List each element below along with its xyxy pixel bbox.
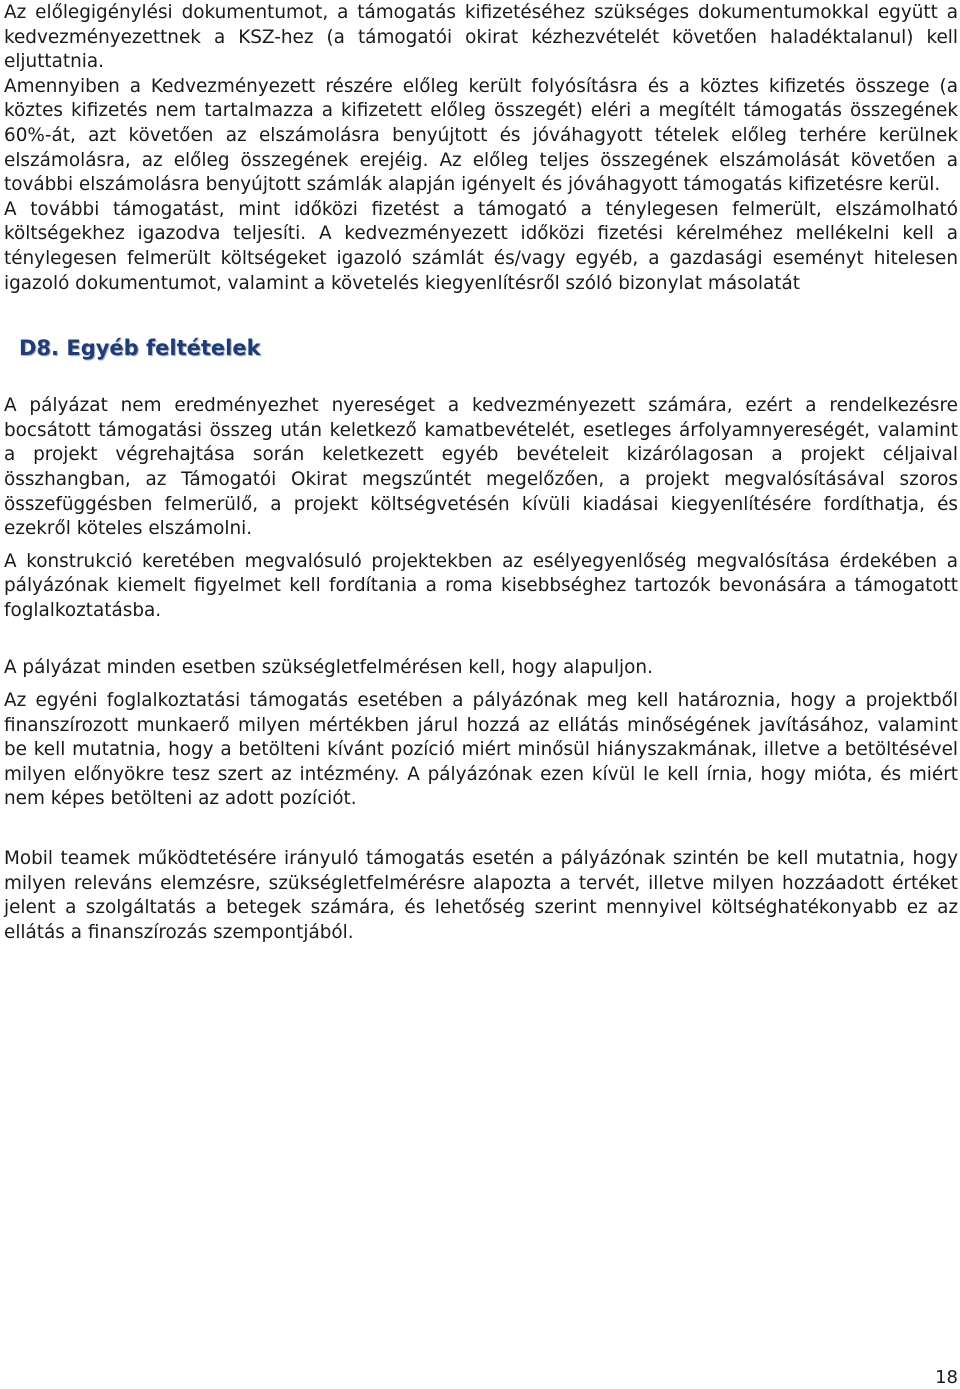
paragraph-needs-assessment: A pályázat minden esetben szükségletfelmérésen kell, hogy alapuljon.: [4, 657, 653, 679]
paragraph-advance-request: Az előlegigénylési dokumentumot, a támogatás kifizetéséhez szükséges dokumentumokkal együtt a kedvezményezettnek a KSZ-hez (a támogatói okirat kézhezvételét követően haladéktalanul) kell eljuttatnia.: [4, 2, 958, 73]
section-heading: [19, 335, 958, 361]
page-number: 18: [935, 1367, 958, 1388]
paragraph-mobile-teams: Mobil teamek működtetésére irányuló támogatás esetén a pályázónak szintén be kell mutatnia, hogy milyen releváns elemzésre, szükségletfelmérésre alapozta a tervét, illetve milyen hozzáadott értéket jelent a szolgáltatás a betegek számára, és lehetőség szerint mennyivel költséghatékonyabb ez az ellátás a finanszírozás szempontjából.: [4, 848, 958, 943]
paragraph-no-profit: A pályázat nem eredményezhet nyereséget a kedvezményezett számára, ezért a rendelkezésre bocsátott támogatási összeg után keletkező kamatbevételét, esetleges árfolyamnyereségét, valamint a projekt végrehajtása során keletkezett egyéb bevételeit kizárólagosan a projekt céljaival összhangban, az Támogatói Okirat megszűntét megelőzően, a projekt megvalósításával szoros összefüggésben felmerülő, a projekt költségvetésén kívüli kiadásai kiegyenlítésére fordíthatja, és ezekről köteles elszámolni.: [4, 395, 958, 540]
paragraph-equal-opportunity: A konstrukció keretében megvalósuló projektekben az esélyegyenlőség megvalósítása érdekében a pályázónak kiemelt figyelmet kell fordítania a roma kisebbséghez tartozók bevonására a támogatott foglalkoztatásba.: [4, 550, 958, 621]
section-number: D8.: [19, 336, 60, 361]
section-title: Egyéb feltételek: [66, 336, 261, 361]
paragraph-advance-settlement: Amennyiben a Kedvezményezett részére előleg került folyósításra és a köztes kifizetés összege (a köztes kifizetés nem tartalmazza a kifizetett előleg összegét) eléri a megítélt támogatás összegének 60%-át, azt követően az elszámolásra benyújtott és jóváhagyott tételek előleg terhére kerülnek elszámolásra, az előleg összegének erejéig. Az előleg teljes összegének elszámolását követően a további elszámolásra benyújtott számlák alapján igényelt és jóváhagyott támogatás kifizetésre kerül.: [4, 75, 958, 196]
paragraph-interim-payment: A további támogatást, mint időközi fizetést a támogató a ténylegesen felmerült, elszámolható költségekhez igazodva teljesíti. A kedvezményezett időközi fizetési kérelméhez mellékelni kell a ténylegesen felmerült költségeket igazoló számlát és/vagy egyéb, a gazdasági eseményt hitelesen igazoló dokumentumot, valamint a követelés kiegyenlítésről szóló bizonylat másolatát: [4, 198, 958, 294]
document-page: [4, 1, 958, 945]
paragraph-individual-employment: Az egyéni foglalkoztatási támogatás esetében a pályázónak meg kell határoznia, hogy a projektből finanszírozott munkaerő milyen mértékben járul hozzá az ellátás minőségének javításához, valamint be kell mutatnia, hogy a betölteni kívánt pozíció miért minősül hiányszakmának, illetve a betöltésével milyen előnyökre tesz szert az intézmény. A pályázónak ezen kívül le kell írnia, hogy mióta, és miért nem képes betölteni az adott pozíciót.: [4, 690, 958, 810]
